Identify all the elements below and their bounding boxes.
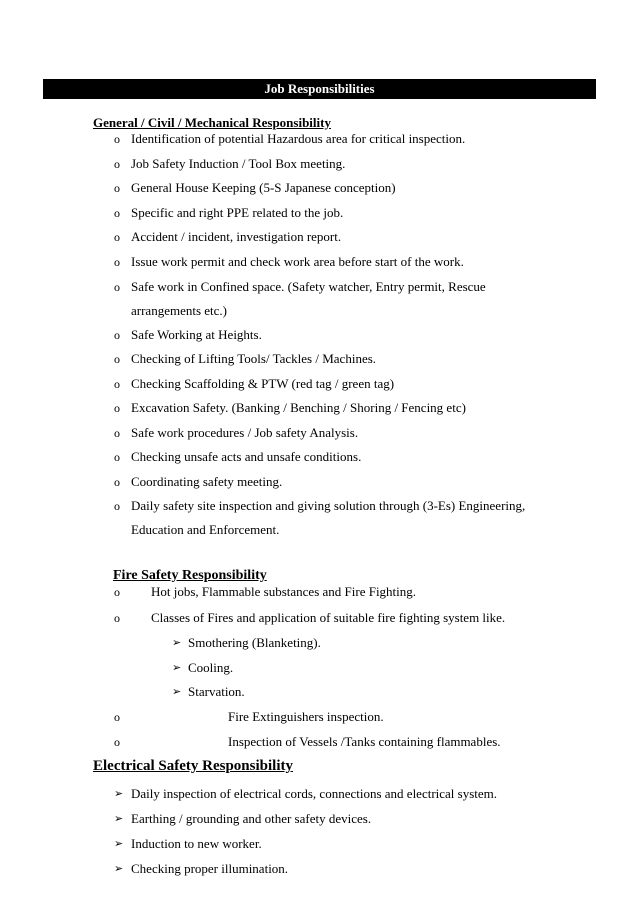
bullet-circle: o (114, 255, 120, 269)
bullet-circle: o (114, 132, 120, 146)
bullet-circle: o (114, 450, 120, 464)
bullet-arrow-icon: ➢ (114, 863, 124, 875)
bullet-arrow-icon: ➢ (172, 662, 182, 674)
bullet-circle: o (114, 377, 120, 391)
bullet-circle: o (114, 735, 120, 749)
bullet-circle: o (114, 230, 120, 244)
bullet-circle: o (114, 710, 120, 724)
document-page: Job Responsibilities General / Civil / Mechanical Responsibility o Identification of potential Hazardous area for critical inspection. o Job Safety Induction / Tool Box meeting. o General House Keeping (5-S Japanese conception) o Specific and right PPE related to the job. o Accident / incident, investigation report. o Issue work permit and check work area before start of the work. o Safe work in Confined space. (Safety watcher, Entry permit, Rescue arrangements etc.) o Safe Working at Heights. o Checking of Lifting Tools/ Tackles / Machines. o Checking Scaffolding & PTW (red tag / green tag) o Excavation Safety. (Banking / Benching / Shoring / Fencing etc) o Safe work procedures / Job safety Analysis. o Checking unsafe acts and unsafe conditions. o Coordinating safety meeting. o Daily safety site inspection and giving solution through (3-Es) Engineering, Education and Enforcement. Fire Safety Responsibility o Hot jobs, Flammable substances and Fire Fighting. o Classes of Fires and application of suitable fire fighting system like. ➢ Smothering (Blanketing). ➢ Cooling. ➢ Starvation. o Fire Extinguishers inspection. o Inspection of Vessels /Tanks containing flammables. Electrical Safety Responsibility ➢ Daily inspection of electrical cords, connections and electrical system. ➢ Earthing / grounding and other safety devices. ➢ Induction to new worker. ➢ Checking proper illumination. (0, 0, 638, 903)
bullet-circle: o (114, 585, 120, 599)
bullet-circle: o (114, 280, 120, 294)
bullet-arrow-icon: ➢ (172, 637, 182, 649)
bullet-circle: o (114, 426, 120, 440)
bullet-circle: o (114, 401, 120, 415)
bullet-circle: o (114, 352, 120, 366)
fire-safety-heading: Fire Safety Responsibility (113, 568, 267, 583)
bullet-arrow-icon: ➢ (114, 838, 124, 850)
bullet-circle: o (114, 611, 120, 625)
bullet-circle: o (114, 181, 120, 195)
electrical-safety-heading: Electrical Safety Responsibility (93, 758, 293, 774)
bullet-circle: o (114, 328, 120, 342)
bullet-arrow-icon: ➢ (114, 813, 124, 825)
list-item-continuation: arrangements etc.) (131, 303, 228, 318)
bullet-circle: o (114, 475, 120, 489)
general-responsibility-heading: General / Civil / Mechanical Responsibility (93, 115, 331, 130)
bullet-arrow-icon: ➢ (172, 686, 182, 698)
bullet-circle: o (114, 499, 120, 513)
bullet-circle: o (114, 206, 120, 220)
bullet-circle: o (114, 157, 120, 171)
list-item-continuation: Education and Enforcement. (131, 522, 280, 537)
bullet-arrow-icon: ➢ (114, 788, 124, 800)
job-responsibilities-banner: Job Responsibilities (43, 79, 596, 99)
